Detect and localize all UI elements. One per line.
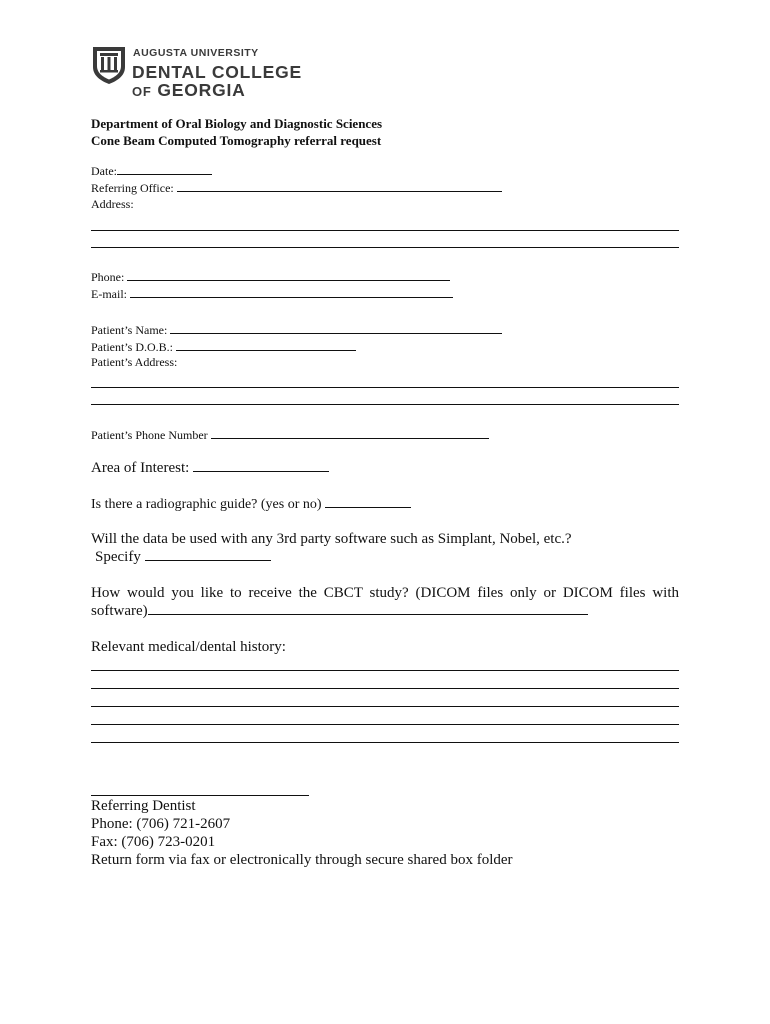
address-label: Address:	[91, 197, 134, 211]
patient-phone-field[interactable]	[91, 427, 489, 443]
phone-line[interactable]	[127, 269, 450, 281]
patient-phone-line[interactable]	[211, 427, 489, 439]
receive-answer-line[interactable]	[148, 603, 588, 615]
signature-label: Referring Dentist	[91, 798, 196, 814]
area-of-interest-line[interactable]	[193, 460, 329, 472]
patient-name-line[interactable]	[170, 322, 502, 334]
college-name-line2	[132, 80, 246, 101]
radiographic-guide-line[interactable]	[325, 496, 411, 508]
history-label: Relevant medical/dental history:	[91, 639, 286, 655]
college-name-of: OF	[132, 84, 152, 99]
area-of-interest-label: Area of Interest:	[91, 460, 190, 476]
college-name-state: GEORGIA	[157, 80, 246, 100]
date-line[interactable]	[117, 163, 212, 175]
radiographic-guide-field[interactable]	[91, 496, 411, 513]
patient-dob-line[interactable]	[176, 339, 356, 351]
patient-address-line-1[interactable]	[91, 387, 679, 388]
specify-label: Specify	[95, 549, 141, 565]
patient-name-field[interactable]	[91, 322, 502, 338]
referring-office-label: Referring Office:	[91, 181, 174, 195]
department-title: Department of Oral Biology and Diagnostic Sciences	[91, 116, 383, 131]
university-name: AUGUSTA UNIVERSITY	[133, 47, 259, 59]
email-line[interactable]	[130, 286, 453, 298]
date-label: Date:	[91, 164, 117, 178]
signature-line[interactable]	[91, 795, 309, 796]
email-field[interactable]	[91, 286, 453, 302]
third-party-question: Will the data be used with any 3rd party software such as Simplant, Nobel, etc.?	[91, 531, 572, 547]
date-field[interactable]	[91, 163, 212, 179]
phone-label: Phone:	[91, 270, 125, 284]
contact-fax: Fax: (706) 723-0201	[91, 834, 216, 850]
university-shield-icon	[91, 45, 127, 85]
history-line-2[interactable]	[91, 688, 679, 689]
referring-office-line[interactable]	[177, 180, 502, 192]
receive-question-line1: How would you like to receive the CBCT study? (DICOM files only or DICOM files with	[91, 585, 679, 601]
receive-question-line2: software)	[91, 603, 148, 619]
history-line-5[interactable]	[91, 742, 679, 743]
patient-dob-label: Patient’s D.O.B.:	[91, 340, 174, 354]
radiographic-guide-label: Is there a radiographic guide? (yes or no)	[91, 497, 322, 512]
receive-question-field[interactable]	[91, 603, 588, 620]
return-note: Return form via fax or electronically through secure shared box folder	[91, 852, 513, 868]
patient-address-label: Patient’s Address:	[91, 355, 178, 369]
patient-phone-label: Patient’s Phone Number	[91, 428, 208, 442]
history-line-4[interactable]	[91, 724, 679, 725]
area-of-interest-field[interactable]	[91, 460, 329, 477]
contact-phone: Phone: (706) 721-2607	[91, 816, 231, 832]
patient-dob-field[interactable]	[91, 339, 356, 355]
specify-field[interactable]	[95, 549, 271, 566]
email-label: E-mail:	[91, 287, 127, 301]
history-line-1[interactable]	[91, 670, 679, 671]
address-line-2[interactable]	[91, 247, 679, 248]
patient-address-line-2[interactable]	[91, 404, 679, 405]
address-line-1[interactable]	[91, 230, 679, 231]
specify-line[interactable]	[145, 549, 271, 561]
referring-office-field[interactable]	[91, 180, 502, 196]
form-title: Cone Beam Computed Tomography referral request	[91, 133, 382, 148]
patient-name-label: Patient’s Name:	[91, 323, 168, 337]
college-name-line1: DENTAL COLLEGE	[132, 62, 302, 82]
history-line-3[interactable]	[91, 706, 679, 707]
phone-field[interactable]	[91, 269, 450, 285]
